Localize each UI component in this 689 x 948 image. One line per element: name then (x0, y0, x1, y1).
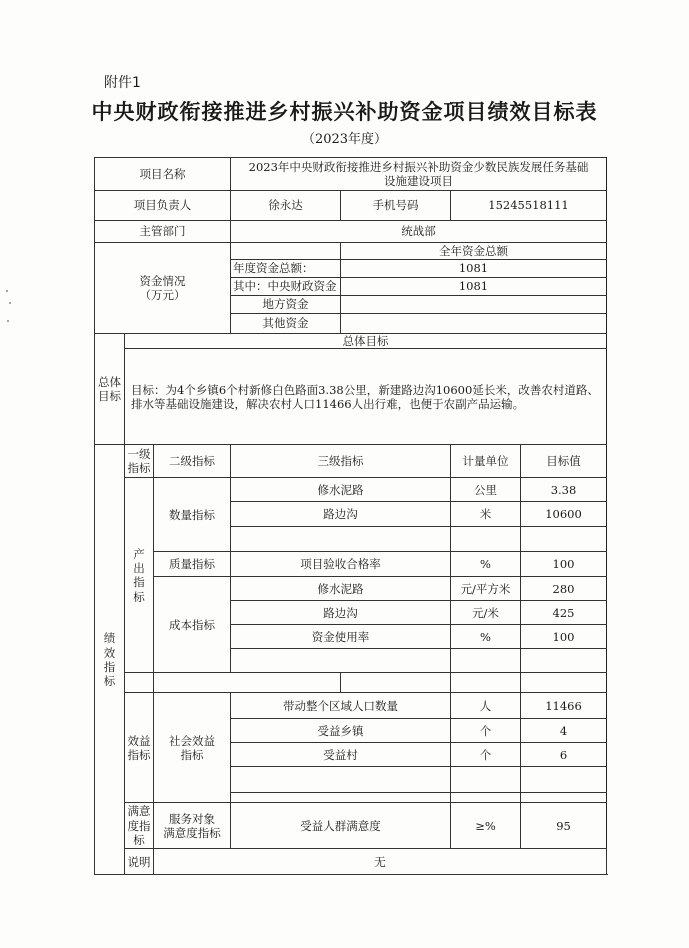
target-header: 目标值 (521, 445, 607, 478)
level1-header (125, 445, 154, 478)
indicator-villages-target: 6 (521, 743, 607, 767)
indicator-population-unit: 人 (451, 693, 521, 719)
satisfaction-label-1: 满意 (127, 804, 151, 819)
performance-indicators-label (95, 445, 125, 875)
indicator-ditch-target: 10600 (521, 502, 607, 527)
indicator-satisfaction-name: 受益人群满意度 (231, 803, 451, 849)
output-char-2: 出 (133, 561, 145, 575)
quality-indicator-label: 质量指标 (154, 552, 231, 577)
indicator-fund-usage-target: 100 (521, 625, 607, 649)
indicator-road-cost-name: 修水泥路 (231, 577, 451, 601)
unit-header: 计量单位 (451, 445, 521, 478)
indicator-acceptance-target: 100 (521, 552, 607, 577)
benefit-label-2: 指标 (127, 747, 151, 762)
other-funds-label: 其他资金 (231, 314, 341, 334)
phone-value: 15245518111 (451, 191, 607, 221)
funds-header-blank (231, 243, 341, 260)
total-funds-value: 1081 (341, 260, 607, 278)
indicator-road-name: 修水泥路 (231, 478, 451, 502)
perf-char-3: 指 (103, 659, 116, 674)
social-benefit-label (154, 693, 231, 803)
phone-label: 手机号码 (341, 191, 451, 221)
cost-indicator-label: 成本指标 (154, 577, 231, 673)
indicator-ditch-unit: 米 (451, 502, 521, 527)
indicator-population-target: 11466 (521, 693, 607, 719)
benefit-label-1: 效益 (127, 733, 151, 748)
indicator-villages-name: 受益村 (231, 743, 451, 767)
overall-goal-header: 总体目标 (125, 334, 607, 349)
indicator-ditch-cost-name: 路边沟 (231, 601, 451, 625)
indicator-road-target: 3.38 (521, 478, 607, 502)
funds-label (95, 243, 231, 334)
level1-header-2: 指标 (127, 461, 151, 476)
overall-goal-side-2: 目标 (98, 389, 121, 404)
quantity-indicator-label: 数量指标 (154, 478, 231, 552)
indicator-road-cost-unit: 元/平方米 (451, 577, 521, 601)
social-label-2: 指标 (180, 747, 204, 762)
service-label-1: 服务对象 (169, 811, 215, 826)
quantity-empty-row (231, 527, 451, 552)
local-funds-value (341, 296, 607, 314)
project-name-line1: 2023年中央财政衔接推进乡村振兴补助资金少数民族发展任务基础 (248, 159, 589, 174)
benefit-empty-row-2 (231, 793, 451, 803)
central-funds-label: 其中：中央财政资金 (231, 278, 341, 296)
service-label-2: 满意度指标 (163, 825, 221, 840)
level3-header: 三级指标 (231, 445, 451, 478)
attachment-label: 附件1 (104, 75, 141, 91)
performance-table (94, 157, 607, 875)
perf-char-4: 标 (103, 674, 116, 689)
project-leader-value: 徐永达 (231, 191, 341, 221)
output-blank-row (125, 673, 154, 693)
indicator-ditch-cost-target: 425 (521, 601, 607, 625)
indicator-acceptance-name: 项目验收合格率 (231, 552, 451, 577)
scan-noise (6, 290, 12, 330)
indicator-acceptance-unit: % (451, 552, 521, 577)
project-name-label: 项目名称 (95, 158, 231, 191)
service-satisfaction-label (154, 803, 231, 849)
other-funds-value (341, 314, 607, 334)
perf-char-2: 效 (103, 645, 116, 660)
annual-funds-header: 全年资金总额 (341, 243, 607, 260)
year-subtitle: （2023年度） (301, 132, 388, 147)
funds-label-line1: 资金情况 (139, 273, 186, 288)
project-name-line2: 设施建设项目 (384, 174, 453, 188)
output-char-3: 指 (133, 575, 145, 590)
indicator-fund-usage-unit: % (451, 625, 521, 649)
local-funds-label: 地方资金 (231, 296, 341, 314)
level1-header-1: 一级 (127, 447, 151, 461)
project-leader-label: 项目负责人 (95, 191, 231, 221)
level2-header: 二级指标 (154, 445, 231, 478)
perf-char-1: 绩 (103, 631, 116, 646)
indicator-ditch-cost-unit: 元/米 (451, 601, 521, 625)
satisfaction-label-3: 标 (133, 833, 145, 848)
department-value: 统战部 (231, 221, 607, 243)
indicator-road-unit: 公里 (451, 478, 521, 502)
total-funds-label: 年度资金总额： (231, 260, 341, 278)
indicator-ditch-name: 路边沟 (231, 502, 451, 527)
output-char-1: 产 (133, 546, 145, 561)
indicator-fund-usage-name: 资金使用率 (231, 625, 451, 649)
benefit-indicators-label (125, 693, 154, 803)
overall-goal-side-1: 总体 (98, 374, 121, 389)
indicator-road-cost-target: 280 (521, 577, 607, 601)
indicator-towns-unit: 个 (451, 719, 521, 743)
satisfaction-indicators-label (125, 803, 154, 849)
indicator-population-name: 带动整个区域人口数量 (231, 693, 451, 719)
benefit-empty-row-1 (231, 767, 451, 793)
remarks-label: 说明 (125, 849, 154, 875)
project-name-value (231, 158, 607, 191)
indicator-villages-unit: 个 (451, 743, 521, 767)
social-label-1: 社会效益 (169, 733, 215, 748)
funds-label-line2: （万元） (139, 288, 186, 302)
page-title: 中央财政衔接推进乡村振兴补助资金项目绩效目标表 (91, 100, 598, 124)
indicator-towns-name: 受益乡镇 (231, 719, 451, 743)
overall-goal-text: 目标：为4个乡镇6个村新修白色路面3.38公里，新建路边沟10600延长米，改善农村道路、排水等基础设施建设，解决农村人口11466人出行难，也便于农副产品运输。 (125, 349, 607, 445)
output-indicators-label (125, 478, 154, 673)
satisfaction-label-2: 度指 (127, 818, 151, 833)
central-funds-value: 1081 (341, 278, 607, 296)
indicator-towns-target: 4 (521, 719, 607, 743)
indicator-satisfaction-target: 95 (521, 803, 607, 849)
department-label: 主管部门 (95, 221, 231, 243)
overall-goal-side-label (95, 334, 125, 445)
output-char-4: 标 (133, 589, 145, 604)
remarks-value: 无 (154, 849, 607, 875)
cost-empty-row (231, 649, 451, 673)
indicator-satisfaction-unit: ≥% (451, 803, 521, 849)
